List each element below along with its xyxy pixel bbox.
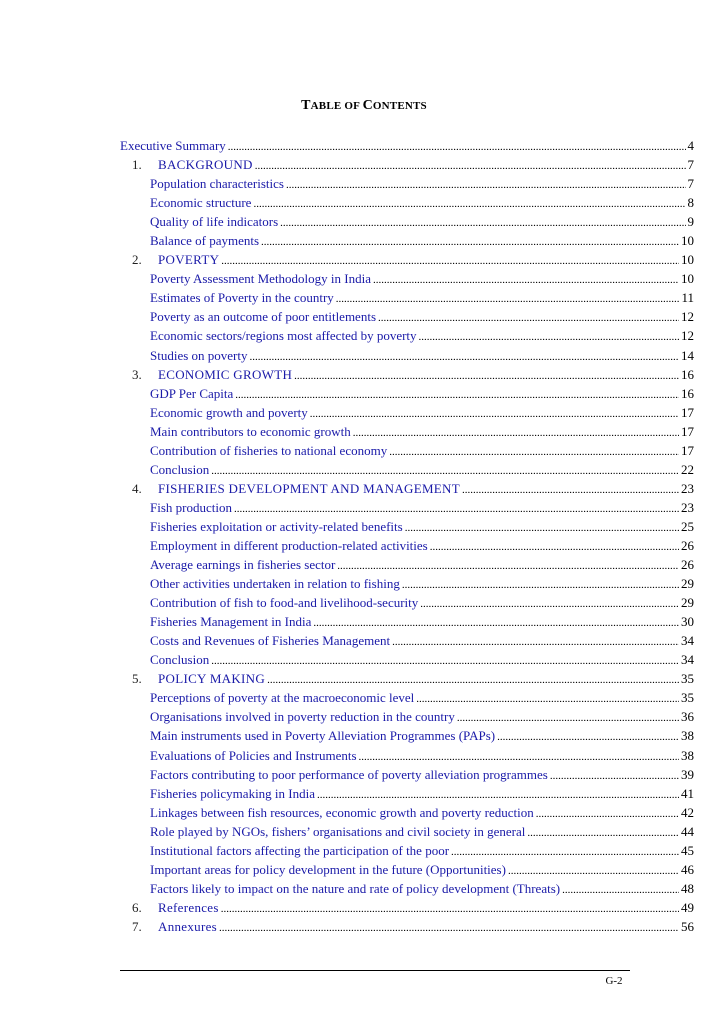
toc-entry[interactable] <box>120 346 694 365</box>
toc-page-number: 25 <box>681 518 694 534</box>
toc-page-number: 36 <box>681 709 694 725</box>
toc-entry-link[interactable]: Main contributors to economic growth <box>150 423 351 439</box>
toc-entry-link[interactable]: Important areas for policy development in the future (Opportunities) <box>150 861 506 877</box>
toc-dot-leader <box>389 443 679 462</box>
toc-page-number: 46 <box>681 861 694 877</box>
toc-page-number: 9 <box>687 214 694 230</box>
toc-entry-link[interactable]: Costs and Revenues of Fisheries Management <box>150 633 391 649</box>
toc-dot-leader <box>392 633 679 652</box>
toc-page-number: 45 <box>681 842 694 858</box>
toc-entry-link[interactable]: Fish production <box>150 499 232 515</box>
toc-entry-link[interactable]: Fisheries policymaking in India <box>150 785 316 801</box>
toc-entry[interactable] <box>120 841 694 860</box>
toc-entry-number: 6. <box>132 899 142 915</box>
toc-entry-number: 1. <box>132 157 142 173</box>
toc-page-number: 10 <box>681 252 694 268</box>
toc-entry[interactable] <box>120 746 694 765</box>
toc-entry[interactable] <box>120 517 694 536</box>
toc-entry-link[interactable]: Factors contributing to poor performance of poverty alleviation programmes <box>150 766 548 782</box>
toc-entry-link[interactable]: Perceptions of poverty at the macroeconomic level <box>150 690 415 706</box>
toc-page-number: 39 <box>681 766 694 782</box>
toc-dot-leader <box>255 157 686 176</box>
toc-dot-leader <box>420 595 679 614</box>
toc-entry-link[interactable]: ECONOMIC GROWTH <box>158 366 293 382</box>
toc-entry[interactable] <box>120 460 694 479</box>
toc-page-number: 11 <box>681 290 694 306</box>
toc-entry[interactable] <box>120 441 694 460</box>
toc-entry[interactable] <box>120 479 694 498</box>
page-title <box>0 98 728 114</box>
toc-entry-link[interactable]: Economic structure <box>150 195 252 211</box>
toc-entry-link[interactable]: Linkages between fish resources, economic growth and poverty reduction <box>150 804 534 820</box>
toc-entry-link[interactable]: POLICY MAKING <box>158 671 266 687</box>
toc-dot-leader <box>497 728 679 747</box>
title-initial-t: T <box>301 98 311 113</box>
toc-dot-leader <box>405 519 679 538</box>
toc-entry-link[interactable]: BACKGROUND <box>158 157 253 173</box>
toc-page-number: 23 <box>681 480 694 496</box>
toc-entry[interactable] <box>120 403 694 422</box>
toc-entry[interactable] <box>120 555 694 574</box>
toc-entry-link[interactable]: Conclusion <box>150 461 210 477</box>
toc-entry[interactable] <box>120 384 694 403</box>
toc-entry-link[interactable]: Contribution of fisheries to national economy <box>150 442 388 458</box>
toc-page-number: 49 <box>681 899 694 915</box>
toc-entry-link[interactable]: Quality of life indicators <box>150 214 279 230</box>
toc-dot-leader <box>219 919 679 938</box>
toc-entry[interactable] <box>120 879 694 898</box>
toc-entry[interactable] <box>120 536 694 555</box>
toc-entry-link[interactable]: Evaluations of Policies and Instruments <box>150 747 357 763</box>
toc-page-number: 42 <box>681 804 694 820</box>
toc-dot-leader <box>419 328 679 347</box>
toc-entry[interactable] <box>120 631 694 650</box>
title-part-b: ONTENTS <box>372 100 427 112</box>
toc-entry[interactable] <box>120 422 694 441</box>
toc-page-number: 17 <box>681 404 694 420</box>
toc-page-number: 8 <box>687 195 694 211</box>
toc-dot-leader <box>336 290 680 309</box>
toc-entry-link[interactable]: Main instruments used in Poverty Alleviation Programmes (PAPs) <box>150 728 496 744</box>
toc-entry-number: 2. <box>132 252 142 268</box>
toc-entry-link[interactable]: References <box>158 899 219 915</box>
toc-entry-link[interactable]: GDP Per Capita <box>150 385 234 401</box>
toc-page-number: 30 <box>681 614 694 630</box>
toc-page-number: 7 <box>687 157 694 173</box>
toc-page-number: 56 <box>681 918 694 934</box>
toc-entry-link[interactable]: Economic growth and poverty <box>150 404 308 420</box>
toc-page-number: 12 <box>681 328 694 344</box>
footer-page-number: G-2 <box>605 975 623 987</box>
toc-entry-link[interactable]: Studies on poverty <box>150 347 248 363</box>
toc-entry[interactable] <box>120 231 694 250</box>
toc-page-number: 17 <box>681 423 694 439</box>
toc-entry-link[interactable]: FISHERIES DEVELOPMENT AND MANAGEMENT <box>158 480 460 496</box>
toc-entry[interactable] <box>120 803 694 822</box>
toc-entry[interactable] <box>120 288 694 307</box>
toc-entry-link[interactable]: Estimates of Poverty in the country <box>150 290 334 306</box>
toc-entry-link[interactable]: Fisheries Management in India <box>150 614 312 630</box>
toc-entry[interactable] <box>120 612 694 631</box>
toc-entry[interactable] <box>120 193 694 212</box>
toc-page-number: 16 <box>681 366 694 382</box>
toc-entry[interactable] <box>120 136 694 155</box>
toc-entry-link[interactable]: Average earnings in fisheries sector <box>150 557 336 573</box>
toc-entry[interactable] <box>120 212 694 231</box>
toc-entry-link[interactable]: Contribution of fish to food-and livelihood-security <box>150 595 419 611</box>
toc-dot-leader <box>378 309 679 328</box>
toc-page-number: 26 <box>681 537 694 553</box>
toc-dot-leader <box>462 481 679 500</box>
toc-entry-link[interactable]: Balance of payments <box>150 233 260 249</box>
toc-page-number: 38 <box>681 728 694 744</box>
toc-page-number: 14 <box>681 347 694 363</box>
toc-entry[interactable] <box>120 726 694 745</box>
toc-entry[interactable] <box>120 650 694 669</box>
toc-entry-link[interactable]: Employment in different production-related activities <box>150 537 428 553</box>
toc-entry-number: 7. <box>132 918 142 934</box>
title-initial-c: C <box>362 98 373 113</box>
toc-dot-leader <box>527 824 679 843</box>
toc-entry[interactable] <box>120 269 694 288</box>
toc-entry-link[interactable]: Other activities undertaken in relation to fishing <box>150 576 400 592</box>
footer-rule <box>120 970 630 971</box>
toc-entry[interactable] <box>120 707 694 726</box>
toc-entry[interactable] <box>120 574 694 593</box>
toc-entry-link[interactable]: Conclusion <box>150 652 210 668</box>
toc-entry-number: 4. <box>132 480 142 496</box>
toc-entry-number: 5. <box>132 671 142 687</box>
toc-entry-link[interactable]: Factors likely to impact on the nature and rate of policy development (Threats) <box>150 880 561 896</box>
toc-entry[interactable] <box>120 365 694 384</box>
toc-entry[interactable] <box>120 593 694 612</box>
toc-page-number: 41 <box>681 785 694 801</box>
toc-page-number: 22 <box>681 461 694 477</box>
toc-page-number: 7 <box>687 176 694 192</box>
toc-entry[interactable] <box>120 822 694 841</box>
toc-page-number: 29 <box>681 595 694 611</box>
toc-entry-link[interactable]: Role played by NGOs, fishers’ organisations and civil society in general <box>150 823 526 839</box>
toc-entry[interactable] <box>120 898 694 917</box>
toc-entry-link[interactable]: Economic sectors/regions most affected by poverty <box>150 328 417 344</box>
toc-page-number: 4 <box>687 138 694 153</box>
toc-entry-link[interactable]: POVERTY <box>158 252 220 268</box>
toc-page-number: 44 <box>681 823 694 839</box>
toc-entry-number: 3. <box>132 366 142 382</box>
toc-page-number: 12 <box>681 309 694 325</box>
toc-dot-leader <box>228 138 686 157</box>
toc-dot-leader <box>550 767 679 786</box>
toc-dot-leader <box>416 690 679 709</box>
toc-page-number: 35 <box>681 690 694 706</box>
toc-entry[interactable] <box>120 688 694 707</box>
toc-entry[interactable] <box>120 917 694 936</box>
toc-entry[interactable] <box>120 669 694 688</box>
toc-entry[interactable] <box>120 860 694 879</box>
toc-dot-leader <box>373 271 679 290</box>
toc-page-number: 34 <box>681 652 694 668</box>
toc-entry-link[interactable]: Organisations involved in poverty reduction in the country <box>150 709 455 725</box>
toc-page-number: 16 <box>681 385 694 401</box>
table-of-contents <box>120 136 694 936</box>
toc-dot-leader <box>310 405 679 424</box>
toc-dot-leader <box>402 576 679 595</box>
toc-entry[interactable] <box>120 326 694 345</box>
toc-dot-leader <box>562 881 679 900</box>
toc-page-number: 48 <box>681 880 694 896</box>
toc-dot-leader <box>261 233 679 252</box>
title-part-a: ABLE OF <box>310 100 363 112</box>
toc-dot-leader <box>536 805 679 824</box>
toc-entry[interactable] <box>120 498 694 517</box>
toc-entry-link[interactable]: Population characteristics <box>150 176 284 192</box>
toc-entry[interactable] <box>120 250 694 269</box>
toc-entry-link[interactable]: Fisheries exploitation or activity-related benefits <box>150 518 403 534</box>
toc-entry-link[interactable]: Poverty Assessment Methodology in India <box>150 271 371 287</box>
toc-page-number: 17 <box>681 442 694 458</box>
toc-dot-leader <box>221 900 679 919</box>
toc-page-number: 38 <box>681 747 694 763</box>
toc-page-number: 34 <box>681 633 694 649</box>
toc-dot-leader <box>286 176 686 195</box>
toc-page-number: 10 <box>681 271 694 287</box>
toc-entry-link[interactable]: Institutional factors affecting the participation of the poor <box>150 842 450 858</box>
toc-dot-leader <box>294 367 679 386</box>
toc-dot-leader <box>430 538 679 557</box>
toc-dot-leader <box>253 195 685 214</box>
toc-entry-link[interactable]: Poverty as an outcome of poor entitlements <box>150 309 377 325</box>
toc-page-number: 26 <box>681 557 694 573</box>
toc-entry[interactable] <box>120 765 694 784</box>
toc-entry[interactable] <box>120 307 694 326</box>
toc-entry[interactable] <box>120 784 694 803</box>
toc-page-number: 10 <box>681 233 694 249</box>
toc-entry[interactable] <box>120 174 694 193</box>
toc-entry-link[interactable]: Annexures <box>158 918 218 934</box>
toc-entry-link[interactable]: Executive Summary <box>120 138 226 153</box>
toc-page-number: 35 <box>681 671 694 687</box>
toc-page-number: 29 <box>681 576 694 592</box>
toc-entry[interactable] <box>120 155 694 174</box>
toc-dot-leader <box>250 348 680 367</box>
toc-dot-leader <box>280 214 685 233</box>
toc-dot-leader <box>211 652 679 671</box>
toc-page-number: 23 <box>681 499 694 515</box>
toc-dot-leader <box>353 424 679 443</box>
